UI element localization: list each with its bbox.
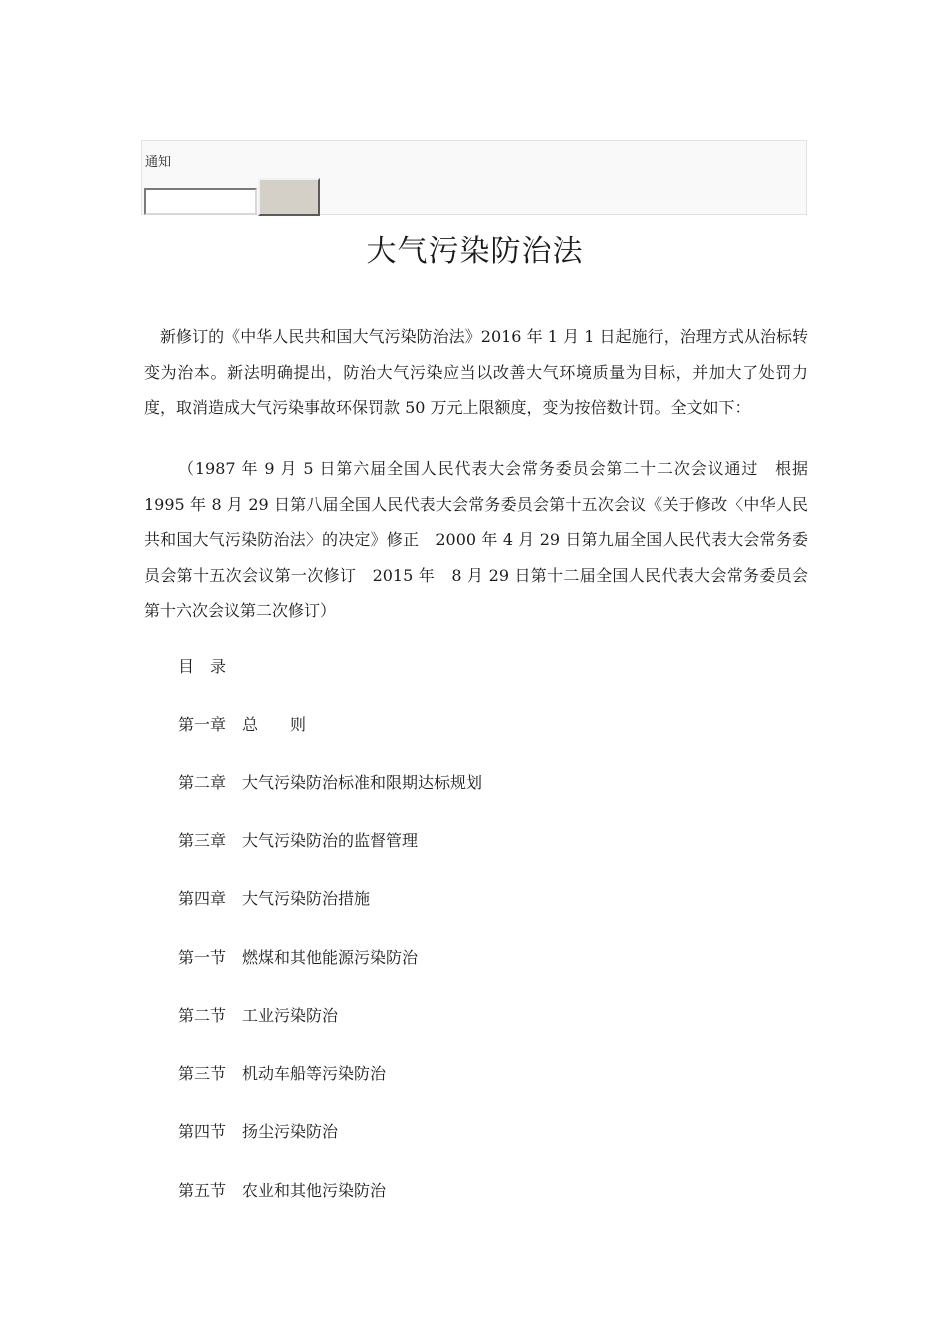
toc-item-section-2: 第二节 工业污染防治 — [178, 1006, 339, 1025]
document-title: 大气污染防治法 — [366, 234, 584, 269]
toc-item-section-3: 第三节 机动车船等污染防治 — [178, 1064, 387, 1083]
toc-item-chapter-3: 第三章 大气污染防治的监督管理 — [178, 831, 419, 850]
toc-item-section-5: 第五节 农业和其他污染防治 — [178, 1181, 387, 1200]
notice-label: 通知 — [145, 155, 172, 170]
toc-item-chapter-4: 第四章 大气污染防治措施 — [178, 889, 371, 908]
notice-submit-button[interactable] — [258, 178, 320, 216]
toc-item-chapter-1: 第一章 总 则 — [178, 715, 307, 734]
toc-item-section-4: 第四节 扬尘污染防治 — [178, 1122, 339, 1141]
notice-input[interactable] — [144, 188, 257, 215]
history-paragraph: （1987 年 9 月 5 日第六届全国人民代表大会常务委员会第二十二次会议通过 根据 1995 年 8 月 29 日第八届全国人民代表大会常务委员会第十五次会议《关于修改〈中华人民共和国大气污染防治法〉的决定》修正 2000 年 4 月 29 日第九届全国人民代表大会常务委员会第十五次会议第一次修订 2015 年 8 月 29 日第十二届全国人民代表大会常务委员会第十六次会议第二次修订） — [144, 459, 808, 620]
intro-paragraph: 新修订的《中华人民共和国大气污染防治法》2016 年 1 月 1 日起施行，治理方式从治标转变为治本。新法明确提出，防治大气污染应当以改善大气环境质量为目标，并加大了处罚力度，取消造成大气污染事故环保罚款 50 万元上限额度，变为按倍数计罚。全文如下： — [144, 327, 808, 417]
toc-item-chapter-2: 第二章 大气污染防治标准和限期达标规划 — [178, 773, 483, 792]
notice-panel — [141, 140, 807, 215]
toc-heading: 目 录 — [178, 657, 227, 676]
toc-item-section-1: 第一节 燃煤和其他能源污染防治 — [178, 948, 419, 967]
